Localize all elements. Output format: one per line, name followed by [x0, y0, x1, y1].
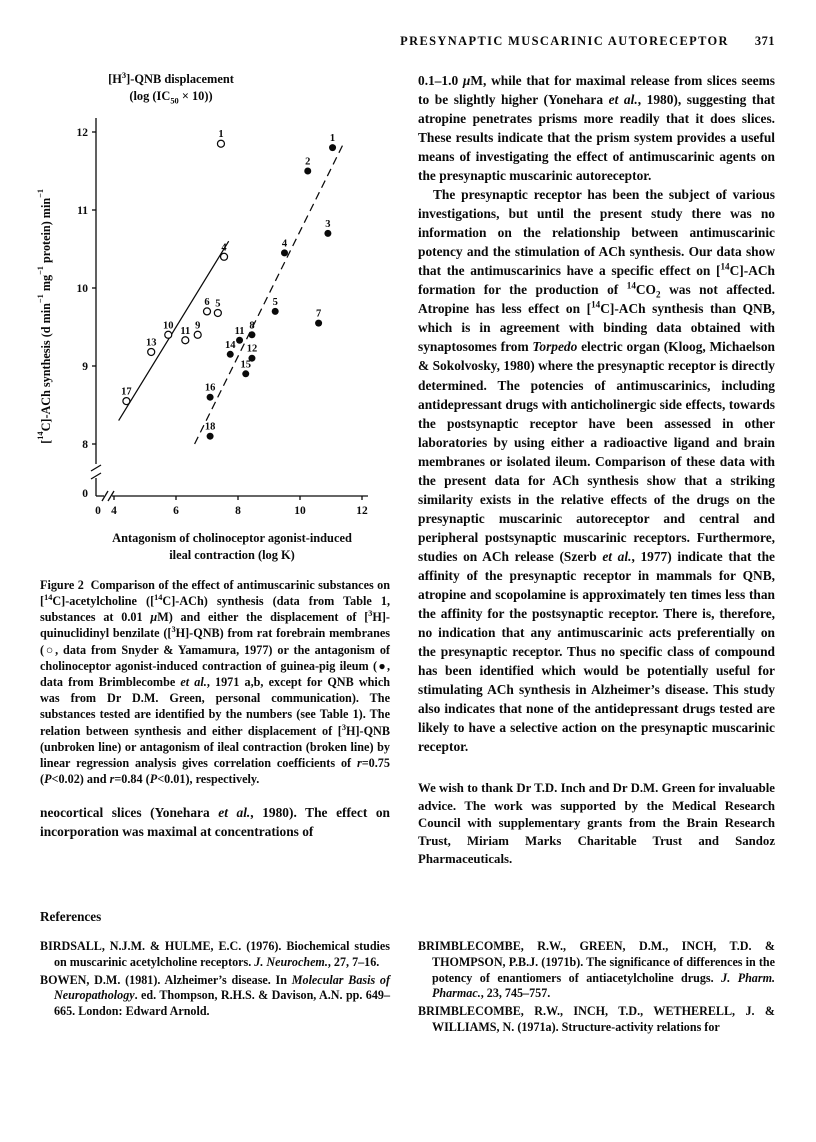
- figure-2: [35, 69, 390, 563]
- left-column-paragraph: neocortical slices (Yonehara et al., 1980). The effect on incorporation was maximal at concentrations of: [40, 804, 391, 839]
- data-point-open-10: [165, 332, 172, 339]
- data-point-filled-4: [281, 250, 288, 257]
- chart-top-axis-label: [62, 71, 372, 104]
- data-point-filled-18: [207, 433, 214, 440]
- point-label: 4: [281, 238, 288, 250]
- y-tick-label: 10: [76, 283, 88, 296]
- point-label: 6: [204, 297, 210, 309]
- x-tick-label: 6: [173, 505, 179, 518]
- page-number: 371: [754, 34, 775, 48]
- right-column: [418, 71, 775, 881]
- point-label: 10: [163, 320, 174, 332]
- data-point-filled-7: [315, 320, 322, 327]
- data-point-open-13: [148, 349, 155, 356]
- data-point-filled-8: [248, 332, 255, 339]
- y-axis-break-mark: [91, 465, 101, 471]
- data-point-filled-11: [236, 337, 243, 344]
- data-point-filled-1: [329, 145, 336, 152]
- regression-line-broken: [195, 144, 344, 444]
- data-point-filled-5: [272, 308, 279, 315]
- body-paragraph-2: The presynaptic receptor has been the subject of various investigations, but until the present study there was no information on the relationship between antimuscarinic potency and the stimulation of ACh synthesis. Our data show that the antimuscarinics have a specific effect on [$^{14}$C]-ACh formation for the production of $^{14}CO_2$ was not affected. Atropine has less effect on [$^{14}$C]-ACh synthesis than QNB, which is in agreement with binding data obtained with synaptosomes from Torpedo electric organ (Kloog, Michaelson & Sokolvosky, 1980) where the presynaptic receptor is directly determined. The potencies of antimuscarinics, including antidepressant drugs with anticholinergic side effects, towards the postsynaptic receptor have been assessed in other laboratories by using either a radioactive ligand and brain membranes or isolated ileum. Comparison of these data with the present data for ACh synthesis show that a striking similarity exists in the relative effects of the drugs on the presynaptic muscarinic autoreceptor and central and peripheral postsynaptic muscarinic receptors. Furthermore, studies on ACh release (Szerb et al., 1977) indicate that the affinity of the presynaptic receptor in mammals for QNB, atropine and scopolamine is approximately ten times less than the affinity for the postsynaptic receptor. There is, therefore, no indication that any antimuscarinic acts preferentially on the presynaptic receptor. Thus no specific class of compound has been identified which would be potentially useful for stimulating ACh synthesis in Alzheimer’s disease. This study also indicates that none of the antidepressant drugs tested are likely to have a selective action on the presynaptic muscarinic receptor.: [418, 187, 776, 755]
- acknowledgement-paragraph: We wish to thank Dr T.D. Inch and Dr D.M. Green for invaluable advice. The work was supported by the Medical Research Council with supplementary grants from the Brain Research Trust, Miriam Marks Charitable Trust and Sandoz Pharmaceuticals.: [418, 781, 775, 866]
- data-point-filled-3: [324, 230, 331, 237]
- chart-x-axis-label: [62, 530, 372, 562]
- data-point-open-17: [123, 398, 130, 405]
- y-tick-label: 11: [77, 205, 88, 218]
- running-head: [40, 34, 775, 49]
- running-title: PRESYNAPTIC MUSCARINIC AUTORECEPTOR: [400, 34, 729, 48]
- references-left-column: [40, 939, 390, 1037]
- point-label: 14: [225, 340, 236, 352]
- body-paragraph-1: 0.1–1.0 μM, while that for maximal release from slices seems to be slightly higher (Yonehara et al., 1980), suggesting that atropine penetrates prisms more readily that it does slices. These results indicate that the prism system provides a useful means of investigating the effect of antimuscarinic agents on the presynaptic muscarinic autoreceptor.: [418, 73, 775, 184]
- point-label: 15: [240, 359, 251, 371]
- chart-top-axis-label-line2: (log $(IC_{50} \times 10)$): [129, 88, 213, 106]
- point-label: 16: [204, 383, 216, 395]
- reference-entry: BRIMBLECOMBE, R.W., GREEN, D.M., INCH, T.D. & THOMPSON, P.B.J. (1971b). The significance of differences in the potency of enantiomers of antiacetylcholine drugs. J. Pharm. Pharmac., 23, 745–757.: [418, 939, 775, 1001]
- two-column-body: [35, 69, 776, 881]
- point-label: 1: [329, 133, 336, 145]
- point-label: 11: [234, 326, 245, 338]
- x-tick-label: 12: [356, 505, 368, 518]
- y-tick-label: 12: [76, 127, 88, 140]
- references-section: [40, 939, 775, 1037]
- point-label: 3: [325, 219, 331, 231]
- x-tick-label: 4: [111, 505, 117, 518]
- point-label: 17: [121, 387, 132, 399]
- point-label: 2: [305, 156, 311, 168]
- point-label: 4: [221, 242, 227, 254]
- point-label: 8: [249, 320, 255, 332]
- y-tick-label: 8: [82, 439, 88, 452]
- data-point-filled-2: [304, 168, 311, 175]
- point-label: 1: [218, 129, 224, 141]
- point-label: 7: [315, 309, 322, 321]
- chart-y-axis-label: [$^{14}$C]-ACh synthesis (d $\min^{-1} mg^{-1}$ protein) $\min^{-1}$: [35, 189, 53, 444]
- figure-caption: Figure 2 Comparison of the effect of antimuscarinic substances on [$^{14}$C]-acetylcholine ([$^{14}$C]-ACh) synthesis (data from Table 1, substances at 0.01 μM) and either the displacement of [$^3$H]-quinuclidinyl benzilate ([$^3$H]-QNB) from rat forebrain membranes (○, data from Snyder & Yamamura, 1977) or the antagonism of cholinoceptor agonist-induced contraction of guinea-pig ileum (●, data from Brimblecombe et al., 1971 a,b, except for QNB which was from Dr D.M. Green, personal communication). The substances tested are identified by the numbers (see Table 1). The relation between synthesis and either displacement of [$^3$H]-QNB (unbroken line) or antagonism of ileal contraction (broken line) by linear regression analysis gives correlation coefficients of r=0.75 (P<0.02) and r=0.84 (P<0.01), respectively.: [40, 577, 391, 787]
- chart-x-axis-label-line1: Antagonism of cholinoceptor agonist-induced: [112, 531, 352, 546]
- reference-entry: BIRDSALL, N.J.M. & HULME, E.C. (1976). Biochemical studies on muscarinic acetylcholine receptors. J. Neurochem., 27, 7–16.: [40, 939, 390, 969]
- chart-top-axis-label-line1: $[H^3]$-QNB displacement: [108, 69, 234, 86]
- data-point-open-5: [214, 310, 221, 317]
- reference-entry: BOWEN, D.M. (1981). Alzheimer’s disease. In Molecular Basis of Neuropathology. ed. Thompson, R.H.S. & Davison, A.N. pp. 649–665. London: Edward Arnold.: [40, 972, 390, 1019]
- data-point-open-1: [217, 141, 224, 148]
- reference-entry: BRIMBLECOMBE, R.W., INCH, T.D., WETHERELL, J. & WILLIAMS, N. (1971a). Structure-activity relations for: [418, 1004, 775, 1034]
- left-column: [35, 69, 391, 881]
- chart-body: [35, 104, 390, 528]
- point-label: 11: [180, 326, 191, 338]
- y-origin-label: 0: [82, 488, 88, 501]
- x-tick-label: 8: [235, 505, 241, 518]
- point-label: 5: [215, 298, 221, 310]
- data-point-filled-14: [227, 351, 234, 358]
- point-label: 13: [145, 337, 157, 349]
- y-tick-label: 9: [82, 361, 88, 374]
- data-point-open-9: [194, 332, 201, 339]
- point-label: 12: [246, 344, 258, 356]
- point-label: 9: [195, 320, 201, 332]
- scatter-chart: [62, 104, 372, 528]
- data-point-open-6: [204, 308, 211, 315]
- chart-x-axis-label-line2: ileal contraction (log K): [169, 547, 295, 562]
- point-label: 18: [204, 422, 216, 434]
- x-tick-label: 10: [294, 505, 306, 518]
- data-point-open-4: [221, 254, 228, 261]
- data-point-open-11: [182, 337, 189, 344]
- data-point-filled-15: [242, 371, 249, 378]
- point-label: 5: [272, 297, 278, 309]
- x-origin-label: 0: [95, 505, 101, 518]
- references-heading: References: [40, 909, 102, 925]
- data-point-filled-16: [207, 394, 214, 401]
- references-right-column: [418, 939, 775, 1037]
